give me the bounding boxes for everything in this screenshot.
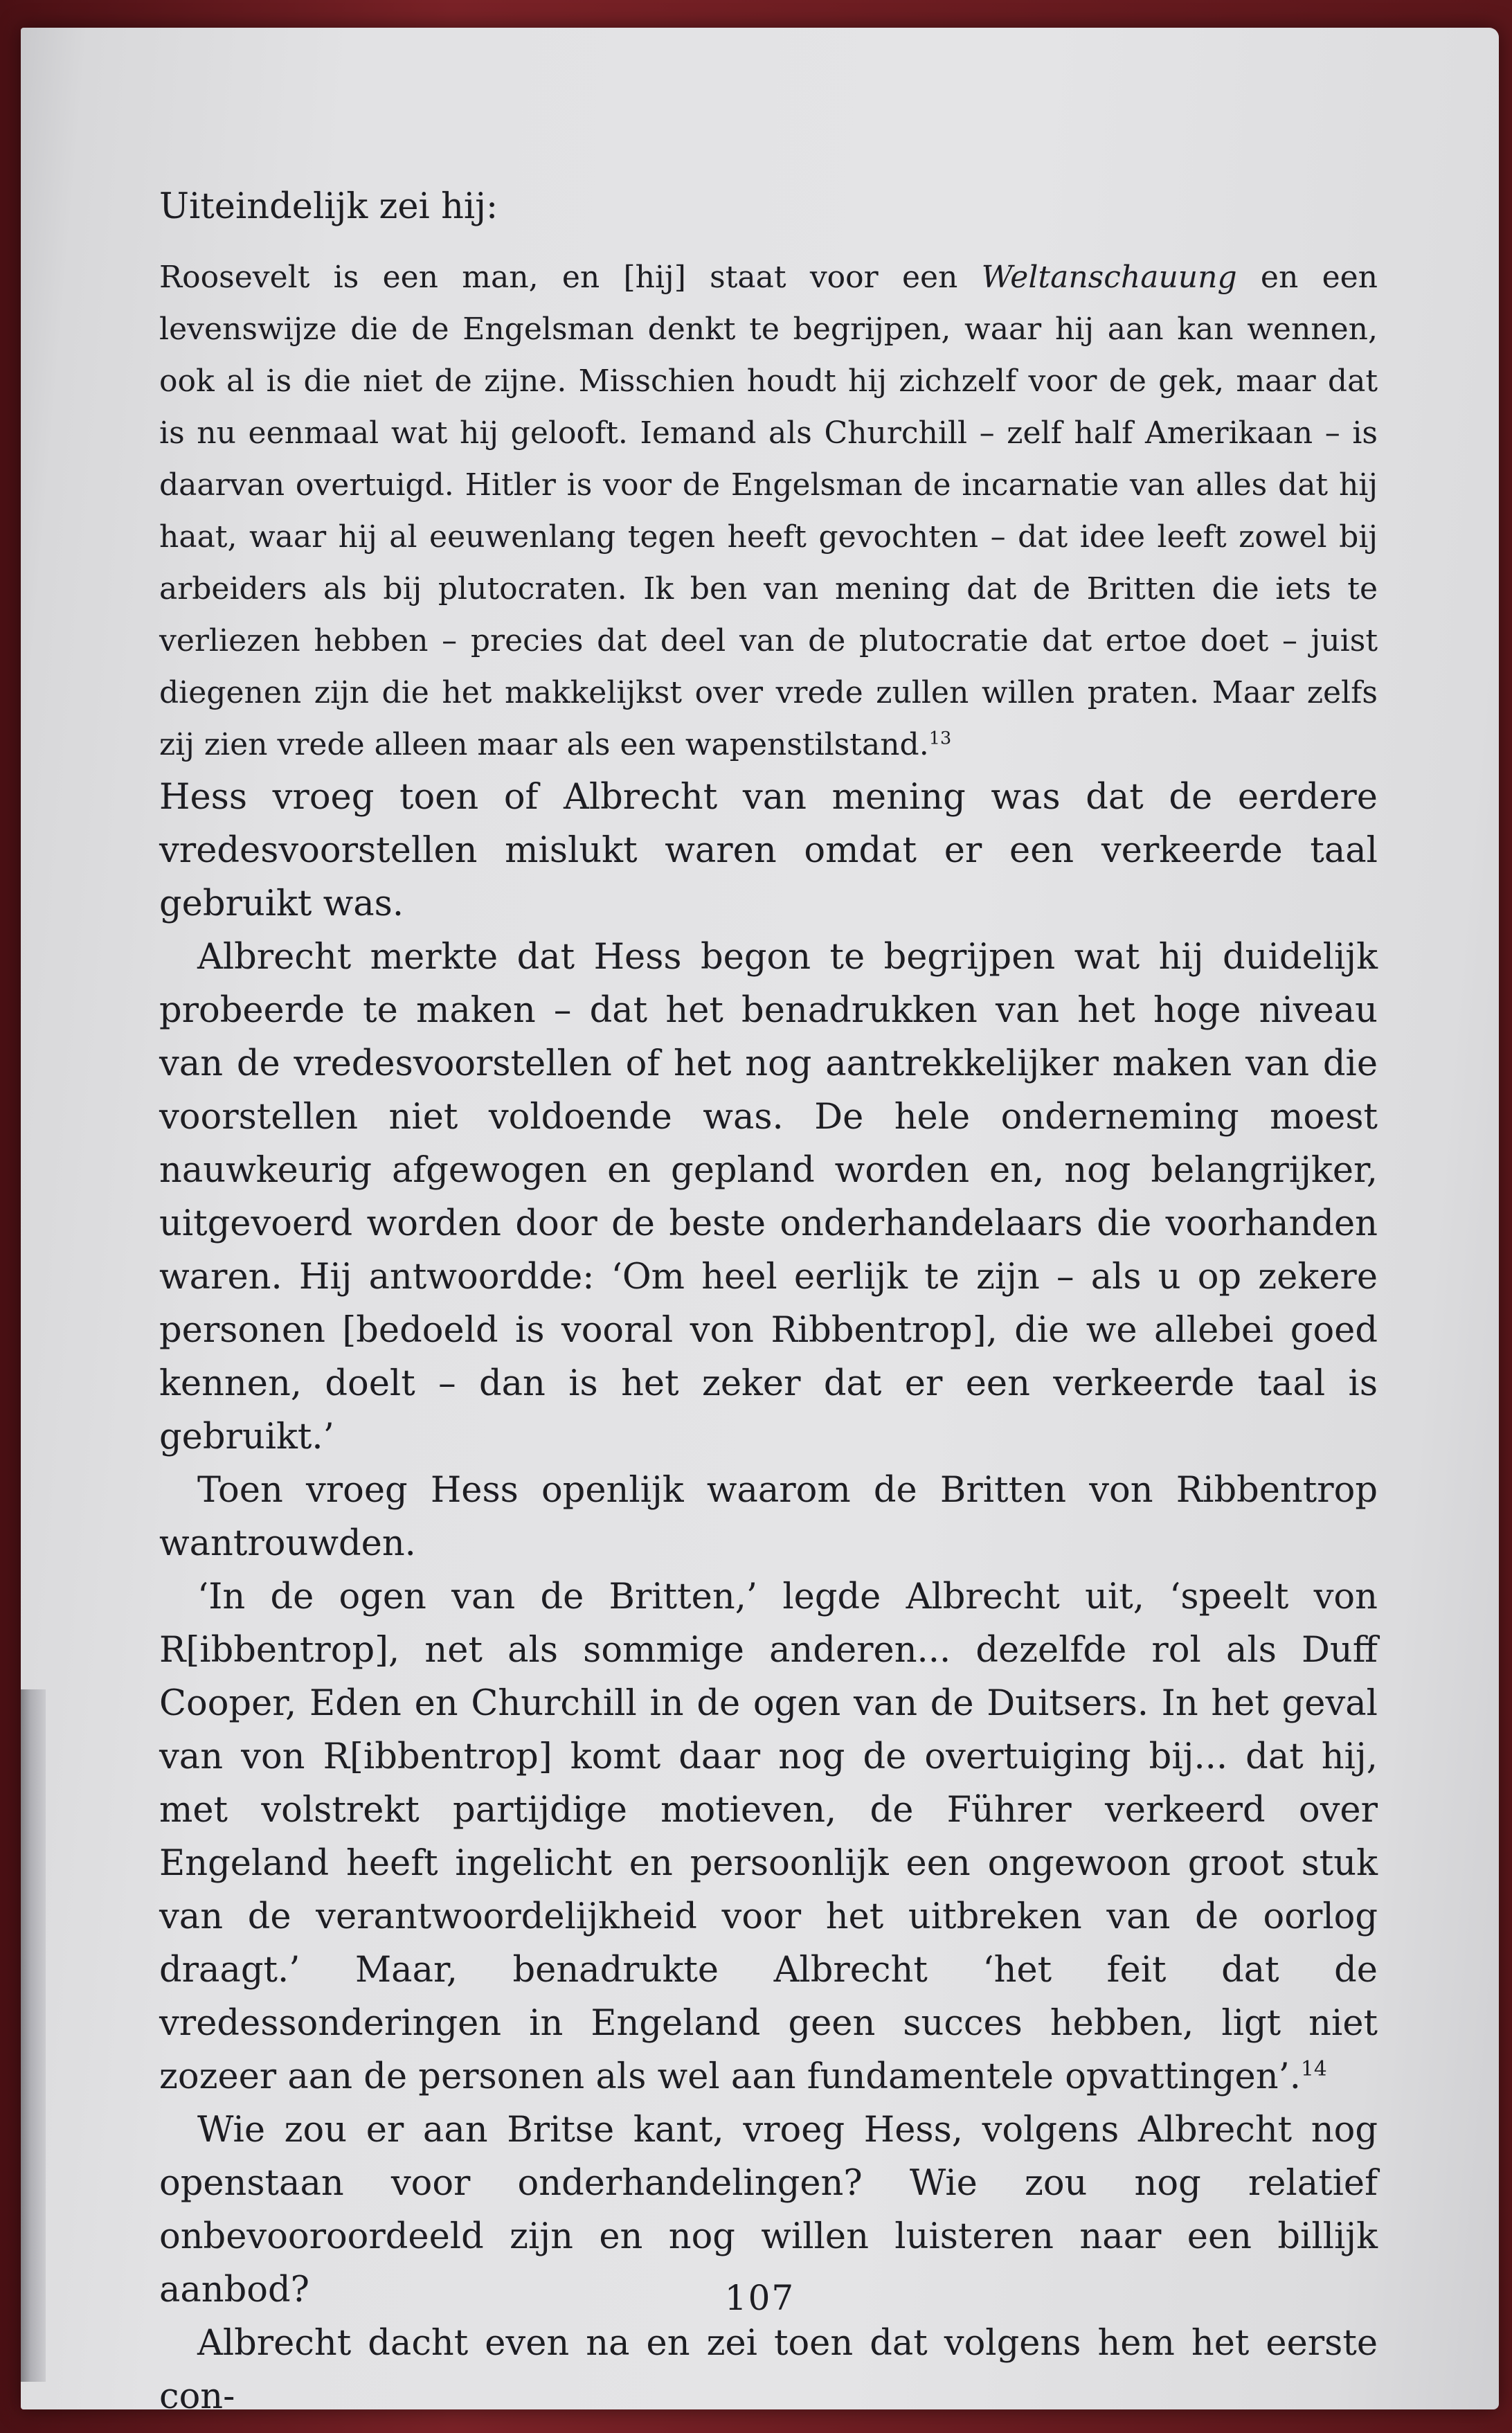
paragraph: Toen vroeg Hess openlijk waarom de Britten von Ribbentrop wantrouwden. bbox=[159, 1470, 1378, 1564]
paragraph: Albrecht dacht even na en zei toen dat volgens hem het eerste con- bbox=[159, 2323, 1378, 2417]
page-number: 107 bbox=[724, 2278, 795, 2318]
paragraph: Hess vroeg toen of Albrecht van mening was dat de eerdere vredesvoorstellen mislukt waren omdat er een verkeerde taal gebruikt was. bbox=[159, 777, 1378, 924]
opening-line: Uiteindelijk zei hij: bbox=[159, 186, 498, 227]
quote-italic-term: Weltanschauung bbox=[981, 260, 1237, 295]
quote-text-end: en een levenswijze die de Engelsman denkt te begrijpen, waar hij aan kan wennen, ook al is die niet de zijne. Misschien houdt hij zichzelf voor de gek, maar dat is nu eenmaal wat hij gelooft. Iemand als Churchill – zelf half Amerikaan – is daarvan overtuigd. Hitler is voor de Engelsman de incarnatie van alles dat hij haat, waar hij al eeuwenlang tegen heeft gevochten – dat idee leeft zowel bij arbeiders als bij plutocraten. Ik ben van mening dat de Britten die iets te verliezen hebben – precies dat deel van de plutocratie dat ertoe doet – juist diegenen zijn die het makkelijkst over vrede zullen willen praten. Maar zelfs zij zien vrede alleen maar als een wapenstilstand. bbox=[159, 260, 1378, 762]
page-text bbox=[159, 180, 1378, 2423]
footnote-marker: 14 bbox=[1301, 2057, 1327, 2081]
paragraph: Albrecht merkte dat Hess begon te begrijpen wat hij duidelijk probeerde te maken – dat het benadrukken van het hoge niveau van de vredesvoorstellen of het nog aantrekkelijker maken van die voorstellen niet voldoende was. De hele onderneming moest nauwkeurig afgewogen en gepland worden en, nog belangrijker, uitgevoerd worden door de beste onderhandelaars die voorhanden waren. Hij antwoordde: ‘Om heel eerlijk te zijn – als u op zekere personen [bedoeld is vooral von Ribbentrop], die we allebei goed kennen, doelt – dan is het zeker dat er een verkeerde taal is gebruikt.’ bbox=[159, 937, 1378, 1457]
paragraph: Wie zou er aan Britse kant, vroeg Hess, volgens Albrecht nog openstaan voor onderhandelingen? Wie zou nog relatief onbevooroordeeld zijn en nog willen luisteren naar een billijk aanbod? bbox=[159, 2110, 1378, 2310]
quote-text-start: Roosevelt is een man, en [hij] staat voor een bbox=[159, 260, 982, 295]
book-page bbox=[21, 28, 1499, 2417]
footnote-marker: 13 bbox=[928, 728, 952, 749]
block-quote bbox=[159, 251, 1378, 771]
paragraph: ‘In de ogen van de Britten,’ legde Albrecht uit, ‘speelt von R[ibbentrop], net als sommige anderen... dezelfde rol als Duff Cooper, Eden en Churchill in de ogen van de Duitsers. In het geval van von R[ibbentrop] komt daar nog de overtuiging bij... dat hij, met volstrekt partijdige motieven, de Führer verkeerd over Engeland heeft ingelicht en persoonlijk een ongewoon groot stuk van de verantwoordelijkheid voor het uitbreken van de oorlog draagt.’ Maar, benadrukte Albrecht ‘het feit dat de vredessonderingen in Engeland geen succes hebben, ligt niet zozeer aan de personen als wel aan fundamentele opvattingen’.$^{14}$ bbox=[159, 1577, 1378, 2097]
